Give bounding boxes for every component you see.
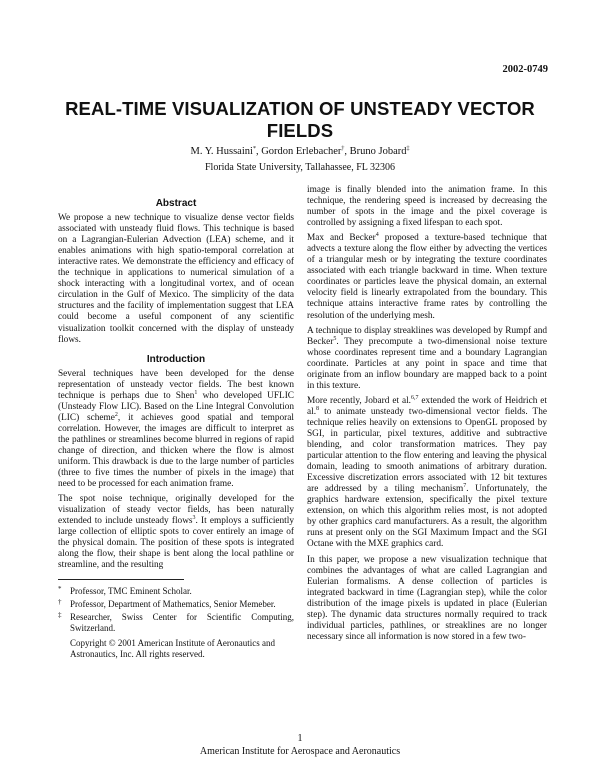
citation-ref: 6,7 <box>411 394 419 401</box>
citation-ref: 5 <box>333 335 337 342</box>
footnote-divider <box>58 579 184 580</box>
citation-ref: 2 <box>114 411 118 418</box>
citation-ref: 7 <box>463 483 467 490</box>
copyright-notice: Copyright © 2001 American Institute of Aeronautics and Astronautics, Inc. All rights reserved. <box>70 638 276 659</box>
footnote <box>58 586 294 597</box>
introduction-heading: Introduction <box>146 353 206 365</box>
body-paragraph: A technique to display streaklines was developed by Rumpf and Becker$^5$. They precompute a two-dimensional noise texture whose coordinates represent time and a boundary Lagrangian coordinate. Particles at any point in space and time that originate from an inflow boundary are mapped back to a point in this texture. <box>307 325 547 391</box>
affiliation: Florida State University, Tallahassee, FL 32306 <box>204 162 395 173</box>
footnote-text: Professor, Department of Mathematics, Senior Memeber. <box>70 599 276 609</box>
author-separator: , <box>344 146 350 157</box>
abstract-text: We propose a new technique to visualize dense vector fields associated with unsteady fluid flows. This technique is based on a Lagrangian-Eulerian Advection (LEA) scheme, and it enables animations with high spatio-temporal correlation at interactive rates. We demonstrate the efficiency and efficacy of the technique in applications to numerical simulation of a shock interacting with a longitudinal vortex, and of ocean circulation in the Gulf of Mexico. The simplicity of the data structures and the facility of implementation suggest that LEA could become a useful component of any scientific visualization toolkit concerned with the display of unsteady flows. <box>58 213 294 345</box>
abstract-heading: Abstract <box>155 198 197 209</box>
body-paragraph: More recently, Jobard et al.$^{6,7}$ extended the work of Heidrich et al.$^8$ to animate unsteady two-dimensional vector fields. The technique relies heavily on extensions to OpenGL proposed by SGI, in particular, pixel textures, additive and subtractive blending, and color transformation matrices. They pay particular attention to the flow entering and leaving the physical domain, leading to smooth animations of arbitrary duration. Excessive discretization errors associated with 12 bit textures are addressed by a tiling mechanism$^7$. Unfortunately, the graphics hardware extension, specifically the pixel texture extension, on which this algorithm relies most, is not adopted by other graphics card manufacturers. As a result, the algorithm runs at present only on the SGI Maximum Impact and the SGI Octane with the MXE graphics card. <box>307 394 547 550</box>
citation-ref: 8 <box>316 405 320 412</box>
footnote-text: Professor, TMC Eminent Scholar. <box>70 586 192 596</box>
left-column <box>58 198 294 576</box>
author-line <box>0 146 600 157</box>
intro-paragraph: The spot noise technique, originally developed for the visualization of steady vector fields, has been naturally extended to include unsteady flows$^3$. It employs a sufficiently large collection of elliptic spots to cover entirely an image of the physical domain. The position of these spots is integrated along the flow, their shape is bent along the local pathline or streamline, and the resulting <box>58 494 295 571</box>
body-paragraph: Max and Becker$^4$ proposed a texture-based technique that advects a texture along the flow either by advecting the vertices of a triangular mesh or by integrating the texture coordinates associated with each triangle backward in time. When texture coordinates or particles leave the physical domain, an external velocity field is linearly extrapolated from the boundary. This technique attains interactive frame rates by controlling the resolution of the underlying mesh. <box>307 232 547 321</box>
author-name: Bruno Jobard <box>349 146 407 157</box>
page-number: 1 <box>297 733 303 744</box>
paper-title: REAL-TIME VISUALIZATION OF UNSTEADY VECTOR FIELDS <box>65 98 535 141</box>
author-name: Gordon Erlebacher <box>261 146 342 157</box>
body-paragraph: image is finally blended into the animation frame. In this technique, the rendering speed is increased by decreasing the number of spots in the image and the pixel coverage is controlled by assigning a fixed lifespan to each spot. <box>307 185 547 229</box>
author-mark: ‡ <box>406 146 410 152</box>
footnote-mark: † <box>58 598 62 606</box>
footnote-text: Researcher, Swiss Center for Scientific Computing, Switzerland. <box>70 612 294 633</box>
author-mark: † <box>341 146 345 152</box>
footnote <box>58 599 294 610</box>
paper-id: 2002-0749 <box>502 64 548 75</box>
footnote <box>58 612 294 634</box>
right-column <box>307 185 547 647</box>
citation-ref: 4 <box>375 232 379 239</box>
body-paragraph: In this paper, we propose a new visualization technique that combines the advantages of what are called Lagrangian and Eulerian formalisms. A dense collection of particles is integrated backward in time (Lagrangian step), while the color distribution of the image pixels is updated in place (Eulerian step). The dynamic data structures normally required to track individual particles, pathlines, or streaklines are no longer necessary since all information is now stored in a few two- <box>307 554 547 642</box>
citation-ref: 3 <box>192 515 196 522</box>
author-mark: * <box>252 146 256 152</box>
author-name: M. Y. Hussaini <box>190 146 253 157</box>
footnote-mark: ‡ <box>58 611 62 619</box>
footnote-mark: * <box>58 585 62 593</box>
publisher-footer: American Institute for Aerospace and Aeronautics <box>199 746 401 757</box>
author-separator: , <box>255 146 262 157</box>
citation-ref: 1 <box>194 389 198 396</box>
intro-paragraph: Several techniques have been developed for the dense representation of unsteady vector fields. The best known technique is perhaps due to Shen$^1$ who developed UFLIC (Unsteady Flow LIC). Based on the Line Integral Convolution (LIC) scheme$^2$, it achieves good spatial and temporal correlation. However, the images are difficult to interpret as the pathlines or streamlines become blurred in regions of rapid change of direction, and thicken where the flow is almost uniform. This drawback is due to the large number of particles (three to five times the number of pixels in the image) that need to be processed for each animation frame. <box>58 368 294 490</box>
footnotes <box>58 586 294 660</box>
